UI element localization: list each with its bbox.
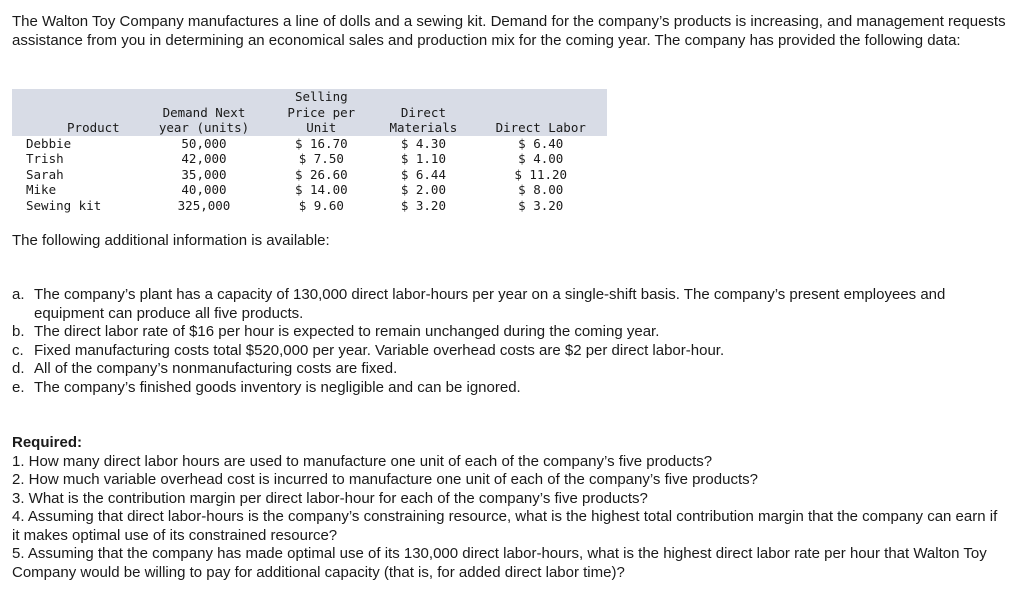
list-text: Fixed manufacturing costs total $520,000 per year. Variable overhead costs are $2 per direct labor-hour.	[34, 341, 725, 359]
product-data-table	[12, 89, 607, 213]
cell-product: Debbie	[26, 135, 72, 151]
header-labor-line: Direct Labor	[495, 120, 586, 135]
cell-price: $ 7.50	[298, 151, 344, 166]
header-price	[270, 89, 372, 136]
header-demand-line: year (units)	[158, 120, 250, 135]
header-product	[12, 89, 138, 136]
table-row	[12, 182, 607, 198]
list-item	[12, 360, 1002, 379]
info-list	[12, 286, 1002, 397]
table-header-row	[12, 89, 607, 136]
required-item: 4. Assuming that direct labor-hours is the company’s constraining resource, what is the highest total contribution margin that the company can earn if it makes optimal use of its constrained resource?	[12, 508, 998, 544]
cell-demand: 42,000	[181, 151, 227, 166]
header-materials-line: Materials	[389, 120, 458, 135]
cell-materials: $ 2.00	[400, 182, 446, 197]
list-item	[12, 323, 1002, 342]
list-text: The company’s finished goods inventory is negligible and can be ignored.	[34, 378, 521, 396]
header-product-line: Product	[67, 120, 120, 135]
cell-materials: $ 6.44	[400, 166, 446, 182]
list-item	[12, 342, 1002, 361]
cell-product: Mike	[26, 182, 57, 197]
cell-demand: 40,000	[181, 182, 227, 197]
required-list	[12, 453, 1002, 583]
list-item	[12, 379, 1002, 398]
cell-materials: $ 3.20	[400, 197, 446, 213]
cell-labor: $ 3.20	[518, 197, 564, 213]
cell-labor: $ 6.40	[518, 135, 564, 151]
list-item	[12, 286, 1002, 323]
list-marker: b.	[12, 323, 25, 340]
header-price-line: Unit	[306, 120, 337, 135]
table-row	[12, 198, 607, 214]
header-demand-line: Demand Next	[162, 104, 246, 120]
cell-product: Trish	[26, 151, 64, 166]
list-text: The direct labor rate of $16 per hour is expected to remain unchanged during the coming year.	[34, 323, 660, 340]
required-item: 3. What is the contribution margin per direct labor-hour for each of the company’s five products?	[12, 489, 648, 507]
header-demand	[138, 89, 271, 136]
required-item: 1. How many direct labor hours are used to manufacture one unit of each of the company’s five products?	[12, 452, 713, 470]
cell-price: $ 9.60	[298, 197, 344, 213]
cell-labor: $ 8.00	[518, 182, 564, 197]
additional-info-heading: The following additional information is available:	[12, 232, 330, 249]
header-materials	[372, 89, 474, 136]
required-section	[12, 434, 1002, 582]
table-row	[12, 167, 607, 183]
header-price-line: Price per	[287, 104, 356, 120]
list-marker: d.	[12, 360, 25, 377]
header-labor	[474, 89, 607, 136]
cell-labor: $ 4.00	[518, 151, 564, 166]
cell-price: $ 14.00	[294, 182, 348, 197]
cell-price: $ 16.70	[294, 135, 348, 151]
required-title: Required:	[12, 434, 83, 451]
list-marker: e.	[12, 378, 25, 396]
list-text: All of the company’s nonmanufacturing costs are fixed.	[34, 360, 398, 377]
list-marker: a.	[12, 286, 25, 303]
header-price-line: Selling	[294, 89, 348, 104]
required-item: 2. How much variable overhead cost is incurred to manufacture one unit of each of the company’s five products?	[12, 471, 758, 488]
required-item: 5. Assuming that the company has made optimal use of its 130,000 direct labor-hours, what is the highest direct labor rate per hour that Walton Toy Company would be willing to pay for additional capacity (that is, for added direct labor time)?	[12, 545, 987, 581]
cell-product: Sewing kit	[26, 197, 102, 213]
list-marker: c.	[12, 341, 24, 359]
table-row	[12, 136, 607, 152]
cell-materials: $ 4.30	[400, 135, 446, 151]
intro-paragraph: The Walton Toy Company manufactures a line of dolls and a sewing kit. Demand for the company’s products is increasing, and management requests assistance from you in determining an economical sales and production mix for the coming year. The company has provided the following data:	[12, 13, 1006, 49]
table-row	[12, 151, 607, 167]
cell-demand: 325,000	[177, 197, 231, 213]
cell-demand: 35,000	[181, 166, 227, 182]
cell-labor: $ 11.20	[514, 166, 568, 182]
header-materials-line: Direct	[400, 104, 446, 120]
cell-materials: $ 1.10	[400, 151, 446, 166]
cell-price: $ 26.60	[294, 166, 348, 182]
list-text: The company’s plant has a capacity of 130,000 direct labor-hours per year on a single-shift basis. The company’s present employees and equipment can produce all five products.	[34, 286, 946, 322]
cell-product: Sarah	[26, 166, 64, 182]
cell-demand: 50,000	[181, 135, 227, 151]
